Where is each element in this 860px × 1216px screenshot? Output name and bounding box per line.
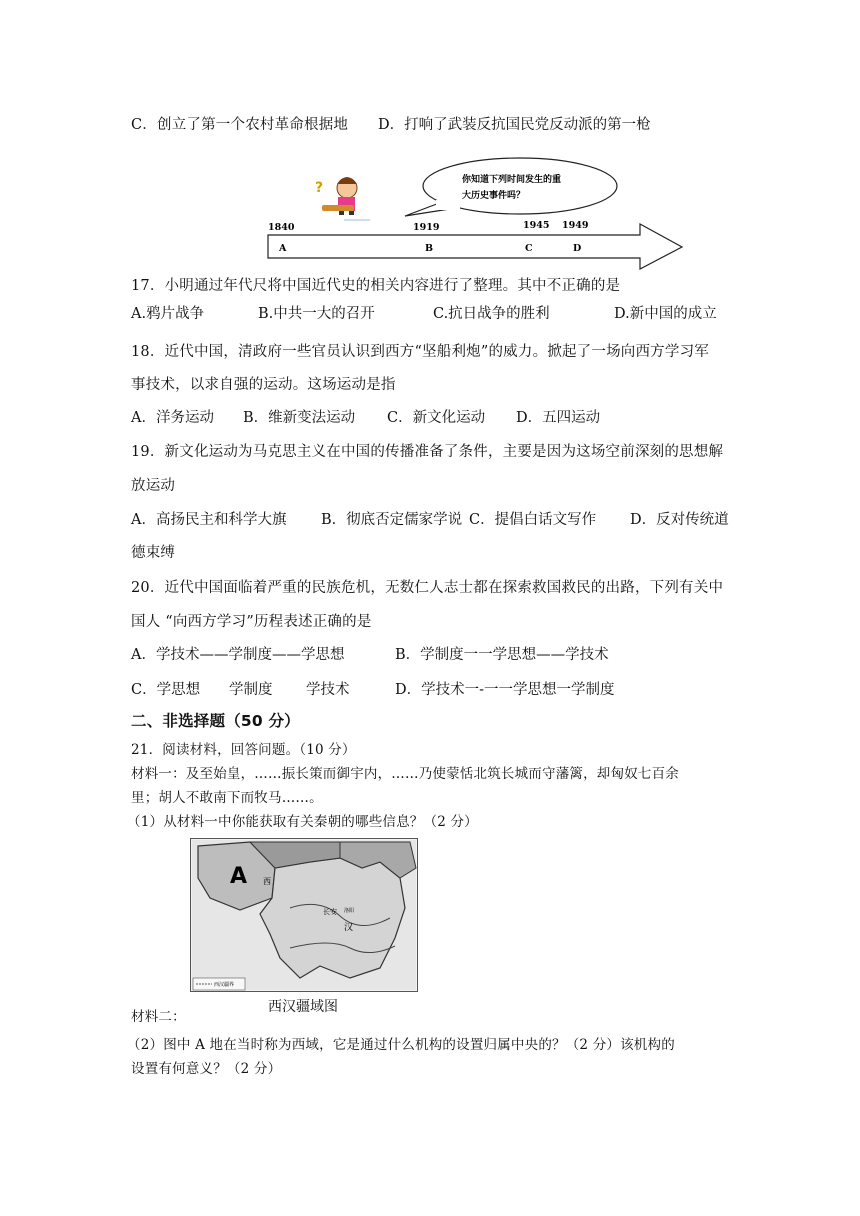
timeline-svg: [262, 150, 687, 270]
letter-d: D: [573, 243, 582, 254]
map-label-han: 汉: [344, 923, 354, 933]
han-territory-area: [260, 858, 405, 978]
q17-option-a: A.鸦片战争: [131, 306, 205, 322]
q21-material1-line1: 材料一：及至始皇，……振长策而御宇内，……乃使蒙恬北筑长城而守藩篱，却匈奴七百余: [131, 766, 679, 782]
q19-option-d: D．反对传统道: [630, 512, 729, 528]
q17-option-c: C.抗日战争的胜利: [433, 306, 550, 322]
q21-stem: 21．阅读材料，回答问题。（10 分）: [131, 742, 356, 758]
q20-stem-2: 国人 “向西方学习”历程表述正确的是: [131, 614, 372, 630]
map-label-a: A: [230, 864, 248, 889]
q19-stem-1: 19．新文化运动为马克思主义在中国的传播准备了条件，主要是因为这场空前深刻的思想解: [131, 444, 724, 460]
q18-option-c: C．新文化运动: [387, 410, 486, 426]
q20-option-c-1: C．学思想: [131, 682, 201, 698]
section-title: 二、非选择题（50 分）: [131, 712, 300, 730]
timeline-arrow: [268, 224, 682, 269]
year-1945: 1945: [523, 220, 550, 231]
q18-stem-2: 事技术，以求自强的运动。这场运动是指: [131, 377, 396, 393]
q17-option-d: D.新中国的成立: [614, 306, 717, 322]
bubble-text-2: 大历史事件吗？: [462, 191, 526, 201]
question-mark-icon: ?: [315, 180, 324, 196]
bubble-text-1: 你知道下列时间发生的重: [462, 175, 562, 185]
q19-option-d-continued: 德束缚: [131, 545, 176, 561]
q21-material1-line2: 里；胡人不敢南下而牧马……。: [131, 790, 323, 806]
q18-stem-1: 18．近代中国，清政府一些官员认识到西方“坚船利炮”的威力。掀起了一场向西方学习军: [131, 344, 709, 360]
map-caption: 西汉疆域图: [268, 999, 338, 1015]
map-label-west: 西: [263, 877, 271, 886]
q20-option-c-3: 学技术: [306, 682, 350, 698]
q21-sub-question-1: （1）从材料一中你能获取有关秦朝的哪些信息？（2 分）: [127, 814, 478, 830]
q20-option-b: B．学制度一一学思想——学技术: [395, 647, 609, 663]
q17-option-b: B.中共一大的召开: [258, 306, 375, 322]
letter-b: B: [425, 243, 434, 254]
year-1949: 1949: [562, 220, 589, 231]
q21-sub-question-2-line1: （2）图中 A 地在当时称为西域，它是通过什么机构的设置归属中央的？（2 分）该机构的: [127, 1037, 675, 1053]
year-1840: 1840: [268, 222, 295, 233]
letter-a: A: [279, 243, 287, 254]
q17-stem: 17．小明通过年代尺将中国近代史的相关内容进行了整理。其中不正确的是: [131, 278, 621, 294]
q18-option-b: B．维新变法运动: [243, 410, 356, 426]
q19-option-c: C．提倡白话文写作: [469, 512, 597, 528]
year-1919: 1919: [413, 222, 440, 233]
map-svg: [190, 838, 418, 992]
letter-c: C: [525, 243, 533, 254]
q19-stem-2: 放运动: [131, 478, 176, 494]
map-legend-text: 西汉疆界: [214, 982, 235, 988]
q20-option-a: A．学技术——学制度——学思想: [131, 647, 345, 663]
q20-stem-1: 20．近代中国面临着严重的民族危机，无数仁人志士都在探索救国救民的出路，下列有关中: [131, 580, 724, 596]
q18-option-a: A．洋务运动: [131, 410, 214, 426]
q16-option-c: C．创立了第一个农村革命根据地: [131, 117, 349, 133]
map-label-changan: 长安: [323, 908, 337, 916]
q18-option-d: D．五四运动: [516, 410, 601, 426]
map-label-luoyang: 洛阳: [344, 908, 355, 914]
q20-option-c-2: 学制度: [229, 682, 273, 698]
timeline-figure: [262, 150, 687, 270]
q21-material2-label: 材料二：: [131, 1009, 186, 1025]
q21-sub-question-2-line2: 设置有何意义？（2 分）: [131, 1061, 282, 1077]
western-han-map: [190, 838, 418, 992]
q16-option-d: D．打响了武装反抗国民党反动派的第一枪: [378, 117, 651, 133]
cartoon-student-icon: [315, 177, 370, 220]
q19-option-a: A．高扬民主和科学大旗: [131, 512, 287, 528]
q19-option-b: B．彻底否定儒家学说: [321, 512, 463, 528]
q20-option-d: D．学技术一-一一学思想一学制度: [395, 682, 615, 698]
